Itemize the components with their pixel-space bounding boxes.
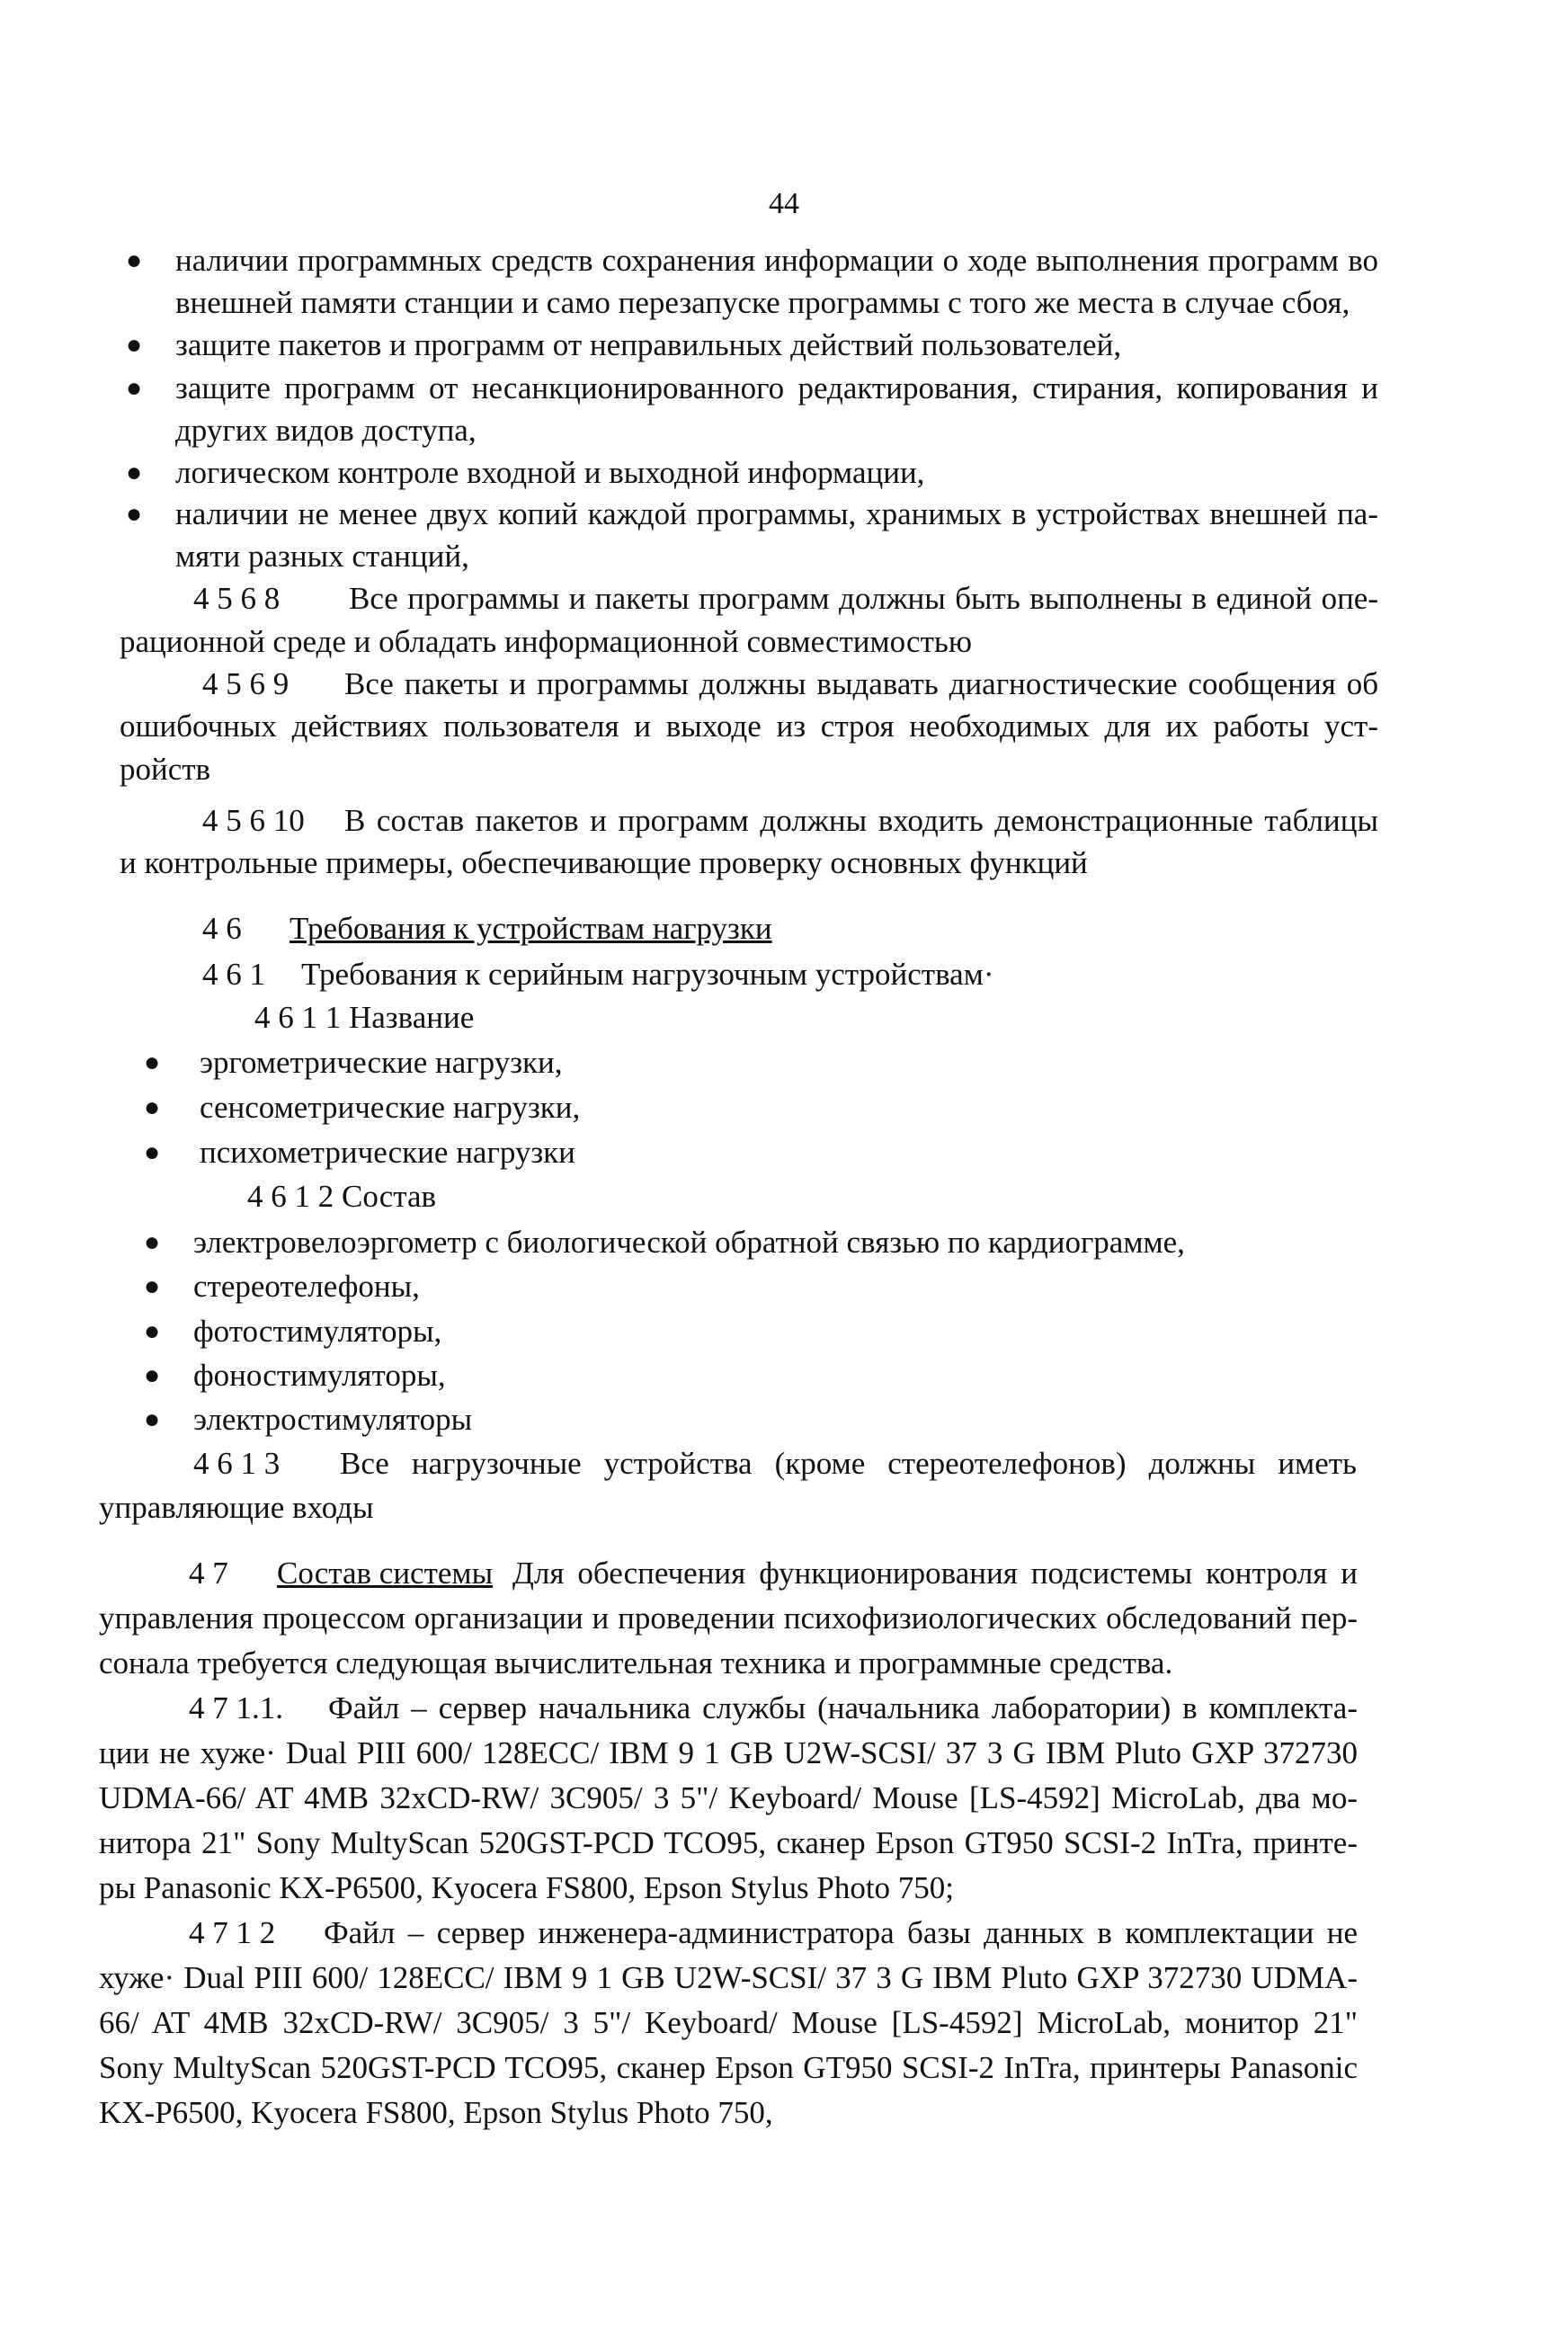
bullet: ● [144,1360,161,1390]
paragraph-line: ры Panasonic KX-P6500, Kyocera FS800, Epson Stylus Photo 750; [99,1870,955,1905]
paragraph-line: Все пакеты и программы должны выдавать диагностические сообщения об [344,666,1378,701]
paragraph-line: Sony MultyScan 520GST-PCD TCO95, сканер Epson GT950 SCSI-2 InTra, принтеры Panasonic [99,2050,1358,2085]
paragraph-line: Все нагрузочные устройства (кроме стереотелефонов) должны иметь [340,1446,1357,1481]
paragraph-line: ройств [120,752,211,787]
section-heading: Состав системы [277,1556,494,1591]
bullet: ● [126,499,143,529]
paragraph-line: Все программы и пакеты программ должны быть выполнены в единой опе- [349,581,1378,616]
list-item-line: защите пакетов и программ от неправильных действий пользователей, [175,327,1122,362]
paragraph-line: управления процессом организации и проведении психофизиологических обследований пер- [99,1600,1358,1636]
section-number: 4 7 1 2 [189,1915,276,1950]
bullet: ● [144,1271,161,1301]
paragraph-line: UDMA-66/ AT 4MB 32xCD-RW/ 3C905/ 3 5"/ Keyboard/ Mouse [LS-4592] MicroLab, два мо- [99,1780,1358,1815]
section-heading: Требования к устройствам нагрузки [290,911,772,946]
bullet: ● [144,1404,161,1434]
paragraph-line: ции не хуже· Dual PIII 600/ 128ECC/ IBM 9 1 GB U2W-SCSI/ 37 3 G IBM Pluto GXP 372730 [99,1735,1358,1770]
paragraph-line: Файл – сервер инженера-администратора базы данных в комплектации не [324,1915,1358,1950]
paragraph-line: управляющие входы [99,1490,374,1525]
paragraph-line: рационной среде и обладать информационной совместимостью [120,624,972,659]
paragraph-line: Файл – сервер начальника службы (начальника лаборатории) в комплекта- [328,1690,1358,1725]
bullet: ● [126,373,143,403]
bullet: ● [144,1048,161,1077]
paragraph-line: Для обеспечения функционирования подсистемы контроля и [512,1556,1358,1591]
section-number: 4 7 [189,1556,228,1591]
list-item-line: логическом контроле входной и выходной информации, [175,455,925,490]
list-item-line: наличии программных средств сохранения информации о ходе выполнения программ во [175,243,1378,278]
bullet: ● [144,1227,161,1257]
section-number: 4 5 6 9 [202,666,290,701]
list-item: фотостимуляторы, [193,1314,442,1349]
bullet: ● [126,330,143,360]
list-item: электровелоэргометр с биологической обратной связью по кардиограмме, [193,1225,1185,1260]
list-item-line: наличии не менее двух копий каждой программы, хранимых в устройствах внешней па- [175,496,1378,531]
section-number: 4 7 1.1. [189,1690,283,1725]
section-heading: Требования к серийным нагрузочным устройствам· [301,957,994,992]
bullet: ● [126,245,143,275]
paragraph-line: ошибочных действиях пользователя и выходе из строя необходимых для их работы уст- [120,709,1378,744]
section-number: 4 6 [202,911,242,946]
page-number: 44 [769,187,799,220]
paragraph-line: KX-P6500, Kyocera FS800, Epson Stylus Photo 750, [99,2095,773,2130]
list-item: эргометрические нагрузки, [200,1045,563,1080]
bullet: ● [144,1316,161,1346]
list-item-line: мяти разных станций, [175,539,469,574]
paragraph-line: сонала требуется следующая вычислительная техника и программные средства. [99,1645,1173,1681]
list-item-line: внешней памяти станции и само перезапуске программы с того же места в случае сбоя, [175,285,1350,320]
list-item-line: защите программ от несанкционированного редактирования, стирания, копирования и [175,370,1378,406]
subsection-heading: 4 6 1 2 Состав [247,1179,437,1214]
subsection-heading: 4 6 1 1 Название [254,1000,475,1035]
list-item: психометрические нагрузки [200,1135,575,1170]
paragraph-line: 66/ AT 4MB 32xCD-RW/ 3C905/ 3 5"/ Keyboard/ Mouse [LS-4592] MicroLab, монитор 21" [99,2005,1358,2040]
section-number: 4 5 6 8 [193,581,281,616]
list-item-line: других видов доступа, [175,413,477,448]
paragraph-line: хуже· Dual PIII 600/ 128ECC/ IBM 9 1 GB U2W-SCSI/ 37 3 G IBM Pluto GXP 372730 UDMA- [99,1960,1358,1995]
paragraph-line: и контрольные примеры, обеспечивающие проверку основных функций [120,845,1088,880]
bullet: ● [126,458,143,487]
paragraph-line: В состав пакетов и программ должны входить демонстрационные таблицы [344,803,1378,838]
bullet: ● [144,1137,161,1167]
bullet: ● [144,1092,161,1122]
section-number: 4 5 6 10 [202,803,305,838]
list-item: фоностимуляторы, [193,1358,446,1393]
list-item: сенсометрические нагрузки, [200,1090,581,1125]
paragraph-line: нитора 21" Sony MultyScan 520GST-PCD TCO95, сканер Epson GT950 SCSI-2 InTra, принте- [99,1825,1358,1860]
section-number: 4 6 1 [202,957,265,992]
list-item: электростимуляторы [193,1402,473,1437]
section-number: 4 6 1 3 [193,1446,281,1481]
list-item: стереотелефоны, [193,1269,420,1304]
